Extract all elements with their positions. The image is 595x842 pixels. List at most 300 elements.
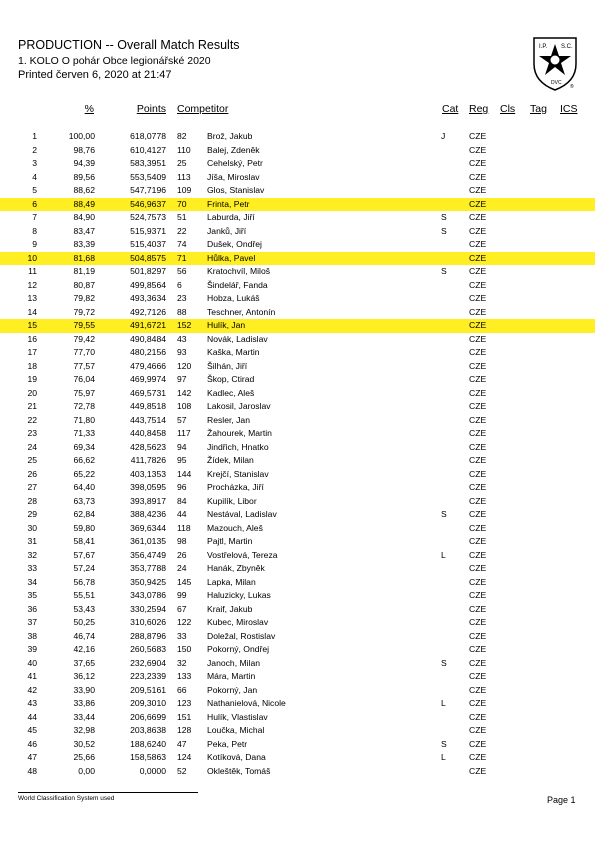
table-row: [0, 144, 595, 158]
region-cell: CZE: [469, 603, 487, 614]
region-cell: CZE: [469, 441, 487, 452]
place-cell: 24: [27, 441, 37, 452]
competitor-number-cell: 71: [177, 252, 187, 263]
table-row: [0, 427, 595, 441]
column-header-points: Points: [136, 103, 166, 115]
svg-text:I.P.: I.P.: [539, 44, 548, 50]
percent-cell: 46,74: [73, 630, 95, 641]
competitor-number-cell: 84: [177, 495, 187, 506]
competitor-number-cell: 51: [177, 212, 187, 222]
percent-cell: 33,44: [73, 711, 95, 722]
place-cell: 4: [32, 171, 37, 182]
percent-cell: 58,41: [73, 536, 95, 546]
competitor-name-cell: Kadlec, Aleš: [207, 387, 255, 398]
competitor-number-cell: 26: [177, 549, 187, 560]
competitor-name-cell: Mára, Martin: [207, 671, 256, 681]
percent-cell: 81,68: [73, 252, 95, 263]
points-cell: 493,3634: [130, 293, 166, 303]
percent-cell: 75,97: [73, 387, 95, 398]
table-row: [0, 603, 595, 617]
competitor-number-cell: 124: [177, 752, 192, 762]
competitor-number-cell: 47: [177, 738, 187, 749]
table-row: [0, 751, 595, 765]
points-cell: 369,6344: [130, 522, 166, 533]
region-cell: CZE: [469, 684, 487, 695]
competitor-name-cell: Kupilík, Libor: [207, 495, 257, 506]
percent-cell: 69,34: [73, 441, 95, 452]
points-cell: 393,8917: [130, 495, 166, 506]
place-cell: 34: [27, 576, 37, 587]
table-row: [0, 346, 595, 360]
region-cell: CZE: [469, 765, 487, 776]
competitor-number-cell: 113: [177, 171, 191, 182]
percent-cell: 53,43: [73, 603, 95, 614]
points-cell: 0,0000: [139, 765, 166, 776]
place-cell: 33: [27, 563, 37, 573]
region-cell: CZE: [469, 279, 487, 290]
results-table: [0, 130, 595, 778]
table-row: [0, 724, 595, 738]
percent-cell: 77,57: [73, 360, 95, 371]
competitor-name-cell: Škop, Ctirad: [207, 374, 255, 384]
competitor-name-cell: Kaška, Martin: [207, 347, 260, 357]
table-row: [0, 670, 595, 684]
table-row: [0, 697, 595, 711]
points-cell: 449,8518: [130, 401, 166, 411]
page-title: PRODUCTION -- Overall Match Results: [18, 38, 240, 52]
table-row: [0, 414, 595, 428]
competitor-number-cell: 57: [177, 414, 187, 425]
place-cell: 38: [27, 630, 37, 641]
percent-cell: 62,84: [73, 509, 95, 519]
place-cell: 30: [27, 522, 37, 533]
competitor-name-cell: Šindelář, Fanda: [207, 279, 268, 290]
percent-cell: 66,62: [73, 455, 95, 465]
place-cell: 18: [27, 360, 37, 371]
region-cell: CZE: [469, 374, 487, 384]
percent-cell: 33,90: [73, 684, 95, 695]
table-row: [0, 616, 595, 630]
competitor-name-cell: Hanák, Zbyněk: [207, 563, 265, 573]
percent-cell: 37,65: [73, 657, 95, 668]
points-cell: 610,4127: [130, 144, 166, 155]
competitor-name-cell: Žahourek, Martin: [207, 428, 272, 438]
competitor-name-cell: Loučka, Michal: [207, 725, 265, 735]
table-row: [0, 319, 595, 333]
place-cell: 39: [27, 644, 37, 654]
table-row: [0, 238, 595, 252]
place-cell: 29: [27, 509, 37, 519]
region-cell: CZE: [469, 698, 487, 708]
table-row: [0, 306, 595, 320]
competitor-name-cell: Laburda, Jiří: [207, 212, 255, 222]
points-cell: 203,8638: [130, 725, 166, 735]
place-cell: 7: [32, 212, 37, 222]
category-cell: S: [441, 509, 447, 519]
place-cell: 47: [27, 752, 37, 762]
competitor-name-cell: Janoch, Milan: [207, 657, 261, 668]
region-cell: CZE: [469, 171, 487, 182]
table-row: [0, 535, 595, 549]
percent-cell: 32,98: [73, 725, 95, 735]
percent-cell: 30,52: [73, 738, 95, 749]
percent-cell: 56,78: [73, 576, 95, 587]
competitor-name-cell: Resler, Jan: [207, 414, 250, 425]
region-cell: CZE: [469, 644, 487, 654]
table-row: [0, 562, 595, 576]
points-cell: 546,9637: [130, 198, 166, 209]
competitor-name-cell: Pokorný, Jan: [207, 684, 258, 695]
table-row: [0, 225, 595, 239]
place-cell: 48: [27, 765, 37, 776]
competitor-name-cell: Jíša, Miroslav: [207, 171, 260, 182]
points-cell: 350,9425: [130, 576, 166, 587]
points-cell: 583,3951: [130, 158, 166, 168]
competitor-number-cell: 32: [177, 657, 187, 668]
place-cell: 9: [32, 239, 37, 249]
points-cell: 223,2339: [130, 671, 166, 681]
competitor-number-cell: 44: [177, 509, 187, 519]
competitor-name-cell: Nathanielová, Nicole: [207, 698, 286, 708]
competitor-number-cell: 22: [177, 225, 187, 236]
points-cell: 515,4037: [130, 239, 166, 249]
region-cell: CZE: [469, 522, 487, 533]
competitor-number-cell: 120: [177, 360, 192, 371]
competitor-name-cell: Doležal, Rostislav: [207, 630, 276, 641]
region-cell: CZE: [469, 320, 487, 330]
points-cell: 428,5623: [130, 441, 166, 452]
competitor-name-cell: Hůlka, Pavel: [207, 252, 256, 263]
competitor-number-cell: 145: [177, 576, 192, 587]
competitor-number-cell: 88: [177, 306, 187, 317]
competitor-number-cell: 110: [177, 144, 191, 155]
competitor-name-cell: Procházka, Jiří: [207, 482, 264, 492]
region-cell: CZE: [469, 144, 487, 155]
place-cell: 22: [27, 414, 37, 425]
percent-cell: 79,82: [73, 293, 95, 303]
table-row: [0, 468, 595, 482]
place-cell: 20: [27, 387, 37, 398]
region-cell: CZE: [469, 590, 487, 600]
points-cell: 343,0786: [130, 590, 166, 600]
points-cell: 209,3010: [130, 698, 166, 708]
points-cell: 491,6721: [130, 320, 166, 330]
region-cell: CZE: [469, 360, 487, 371]
place-cell: 35: [27, 590, 37, 600]
place-cell: 25: [27, 455, 37, 465]
table-row: [0, 184, 595, 198]
competitor-number-cell: 123: [177, 698, 192, 708]
place-cell: 28: [27, 495, 37, 506]
place-cell: 37: [27, 617, 37, 627]
table-row: [0, 400, 595, 414]
region-cell: CZE: [469, 671, 487, 681]
competitor-number-cell: 97: [177, 374, 187, 384]
competitor-number-cell: 95: [177, 455, 187, 465]
points-cell: 618,0778: [130, 131, 166, 141]
competitor-name-cell: Šilhán, Jiří: [207, 360, 248, 371]
percent-cell: 81,19: [73, 266, 95, 276]
region-cell: CZE: [469, 536, 487, 546]
column-header-cls: Cls: [500, 103, 516, 115]
table-row: [0, 630, 595, 644]
place-cell: 44: [27, 711, 37, 722]
region-cell: CZE: [469, 468, 487, 479]
competitor-name-cell: Krejčí, Stanislav: [207, 468, 269, 479]
points-cell: 388,4236: [130, 509, 166, 519]
competitor-name-cell: Kraif, Jakub: [207, 603, 253, 614]
percent-cell: 57,24: [73, 563, 95, 573]
place-cell: 21: [27, 401, 37, 411]
category-cell: S: [441, 212, 447, 222]
place-cell: 12: [27, 279, 37, 290]
points-cell: 158,5863: [130, 752, 166, 762]
competitor-name-cell: Glos, Stanislav: [207, 185, 265, 195]
svg-text:S.C.: S.C.: [561, 44, 573, 50]
region-cell: CZE: [469, 266, 487, 276]
competitor-name-cell: Hulík, Vlastislav: [207, 711, 268, 722]
region-cell: CZE: [469, 576, 487, 587]
table-row: [0, 765, 595, 779]
competitor-name-cell: Žídek, Milan: [207, 455, 254, 465]
points-cell: 260,5683: [130, 644, 166, 654]
region-cell: CZE: [469, 630, 487, 641]
competitor-number-cell: 109: [177, 185, 192, 195]
region-cell: CZE: [469, 198, 487, 209]
points-cell: 232,6904: [130, 657, 166, 668]
region-cell: CZE: [469, 131, 487, 141]
table-row: [0, 454, 595, 468]
column-header-competitor: Competitor: [177, 103, 229, 115]
percent-cell: 79,72: [73, 306, 95, 317]
points-cell: 504,8575: [130, 252, 166, 263]
competitor-number-cell: 128: [177, 725, 192, 735]
points-cell: 361,0135: [130, 536, 166, 546]
competitor-name-cell: Haluzicky, Lukas: [207, 590, 271, 600]
competitor-number-cell: 98: [177, 536, 187, 546]
competitor-name-cell: Lakosil, Jaroslav: [207, 401, 271, 411]
table-row: [0, 495, 595, 509]
competitor-name-cell: Frinta, Petr: [207, 198, 250, 209]
place-cell: 41: [27, 671, 37, 681]
table-row: [0, 211, 595, 225]
table-row: [0, 738, 595, 752]
percent-cell: 77,70: [73, 347, 95, 357]
printed-date: Printed červen 6, 2020 at 21:47: [18, 69, 172, 81]
column-header-ics: ICS: [560, 103, 578, 115]
table-row: [0, 198, 595, 212]
percent-cell: 71,80: [73, 414, 95, 425]
points-cell: 310,6026: [130, 617, 166, 627]
place-cell: 23: [27, 428, 37, 438]
percent-cell: 64,40: [73, 482, 95, 492]
place-cell: 27: [27, 482, 37, 492]
region-cell: CZE: [469, 401, 487, 411]
competitor-number-cell: 151: [177, 711, 192, 722]
competitor-number-cell: 70: [177, 198, 187, 209]
competitor-number-cell: 94: [177, 441, 187, 452]
table-row: [0, 279, 595, 293]
table-row: [0, 711, 595, 725]
competitor-name-cell: Pajtl, Martin: [207, 536, 253, 546]
percent-cell: 88,49: [73, 198, 95, 209]
region-cell: CZE: [469, 212, 487, 222]
page-number: Page 1: [547, 795, 576, 805]
competitor-name-cell: Vostřelová, Tereza: [207, 549, 278, 560]
percent-cell: 80,87: [73, 279, 95, 290]
percent-cell: 88,62: [73, 185, 95, 195]
region-cell: CZE: [469, 428, 487, 438]
points-cell: 490,8484: [130, 333, 166, 344]
region-cell: CZE: [469, 738, 487, 749]
place-cell: 10: [27, 252, 37, 263]
competitor-number-cell: 152: [177, 320, 192, 330]
table-row: [0, 589, 595, 603]
table-row: [0, 171, 595, 185]
competitor-number-cell: 74: [177, 239, 187, 249]
points-cell: 469,5731: [130, 387, 166, 398]
place-cell: 2: [32, 144, 37, 155]
competitor-number-cell: 43: [177, 333, 187, 344]
region-cell: CZE: [469, 225, 487, 236]
place-cell: 15: [27, 320, 37, 330]
column-header-cat: Cat: [442, 103, 459, 115]
percent-cell: 50,25: [73, 617, 95, 627]
table-row: [0, 441, 595, 455]
region-cell: CZE: [469, 563, 487, 573]
points-cell: 330,2594: [130, 603, 166, 614]
place-cell: 19: [27, 374, 37, 384]
competitor-number-cell: 33: [177, 630, 187, 641]
column-header-tag: Tag: [530, 103, 547, 115]
match-subtitle: 1. KOLO O pohár Obce legionářské 2020: [18, 55, 211, 67]
competitor-name-cell: Jindřich, Hnatko: [207, 441, 269, 452]
percent-cell: 71,33: [73, 428, 95, 438]
competitor-number-cell: 142: [177, 387, 192, 398]
category-cell: J: [441, 131, 446, 141]
points-cell: 553,5409: [130, 171, 166, 182]
competitor-number-cell: 150: [177, 644, 192, 654]
table-row: [0, 643, 595, 657]
competitor-number-cell: 122: [177, 617, 192, 627]
competitor-number-cell: 133: [177, 671, 192, 681]
region-cell: CZE: [469, 725, 487, 735]
points-cell: 209,5161: [130, 684, 166, 695]
points-cell: 443,7514: [130, 414, 166, 425]
percent-cell: 25,66: [73, 752, 95, 762]
percent-cell: 55,51: [73, 590, 95, 600]
percent-cell: 59,80: [73, 522, 95, 533]
region-cell: CZE: [469, 387, 487, 398]
table-row: [0, 522, 595, 536]
region-cell: CZE: [469, 306, 487, 317]
place-cell: 40: [27, 657, 37, 668]
place-cell: 3: [32, 158, 37, 168]
competitor-name-cell: Kotíková, Dana: [207, 752, 266, 762]
competitor-number-cell: 93: [177, 347, 187, 357]
competitor-name-cell: Cehelský, Petr: [207, 158, 263, 168]
category-cell: S: [441, 738, 447, 749]
competitor-name-cell: Pokorný, Ondřej: [207, 644, 270, 654]
competitor-name-cell: Hulík, Jan: [207, 320, 246, 330]
table-row: [0, 373, 595, 387]
ipsc-logo: [530, 36, 580, 92]
competitor-number-cell: 96: [177, 482, 187, 492]
region-cell: CZE: [469, 347, 487, 357]
column-header-pct: %: [84, 103, 94, 115]
svg-text:®: ®: [570, 84, 574, 90]
percent-cell: 94,39: [73, 158, 95, 168]
competitor-name-cell: Lapka, Milan: [207, 576, 256, 587]
points-cell: 353,7788: [130, 563, 166, 573]
place-cell: 31: [27, 536, 37, 546]
region-cell: CZE: [469, 158, 487, 168]
percent-cell: 79,42: [73, 333, 95, 344]
competitor-number-cell: 67: [177, 603, 187, 614]
region-cell: CZE: [469, 185, 487, 195]
place-cell: 45: [27, 725, 37, 735]
region-cell: CZE: [469, 293, 487, 303]
place-cell: 46: [27, 738, 37, 749]
points-cell: 515,9371: [130, 225, 166, 236]
place-cell: 32: [27, 549, 37, 560]
points-cell: 501,8297: [130, 266, 166, 276]
percent-cell: 89,56: [73, 171, 95, 182]
percent-cell: 83,39: [73, 239, 95, 249]
percent-cell: 84,90: [73, 212, 95, 222]
percent-cell: 83,47: [73, 225, 95, 236]
competitor-name-cell: Balej, Zdeněk: [207, 144, 260, 155]
percent-cell: 42,16: [73, 644, 95, 654]
percent-cell: 57,67: [73, 549, 95, 560]
competitor-number-cell: 24: [177, 563, 187, 573]
table-row: [0, 360, 595, 374]
category-cell: L: [441, 698, 446, 708]
percent-cell: 100,00: [68, 131, 95, 141]
competitor-name-cell: Dušek, Ondřej: [207, 239, 262, 249]
region-cell: CZE: [469, 549, 487, 560]
competitor-number-cell: 25: [177, 158, 187, 168]
competitor-number-cell: 52: [177, 765, 187, 776]
place-cell: 43: [27, 698, 37, 708]
points-cell: 479,4666: [130, 360, 166, 371]
footer-classification-note: World Classification System used: [18, 795, 115, 802]
place-cell: 16: [27, 333, 37, 344]
svg-text:DVC: DVC: [551, 80, 562, 86]
place-cell: 8: [32, 225, 37, 236]
footer-divider: [18, 792, 198, 793]
competitor-name-cell: Novák, Ladislav: [207, 333, 268, 344]
competitor-number-cell: 6: [177, 279, 182, 290]
region-cell: CZE: [469, 617, 487, 627]
competitor-number-cell: 66: [177, 684, 187, 695]
competitor-number-cell: 56: [177, 266, 187, 276]
category-cell: S: [441, 225, 447, 236]
column-header-reg: Reg: [469, 103, 489, 115]
points-cell: 524,7573: [130, 212, 166, 222]
category-cell: L: [441, 549, 446, 560]
competitor-number-cell: 117: [177, 428, 191, 438]
competitor-name-cell: Nestával, Ladislav: [207, 509, 277, 519]
place-cell: 5: [32, 185, 37, 195]
region-cell: CZE: [469, 509, 487, 519]
place-cell: 42: [27, 684, 37, 695]
region-cell: CZE: [469, 482, 487, 492]
points-cell: 480,2156: [130, 347, 166, 357]
competitor-number-cell: 23: [177, 293, 187, 303]
percent-cell: 33,86: [73, 698, 95, 708]
points-cell: 188,6240: [130, 738, 166, 749]
